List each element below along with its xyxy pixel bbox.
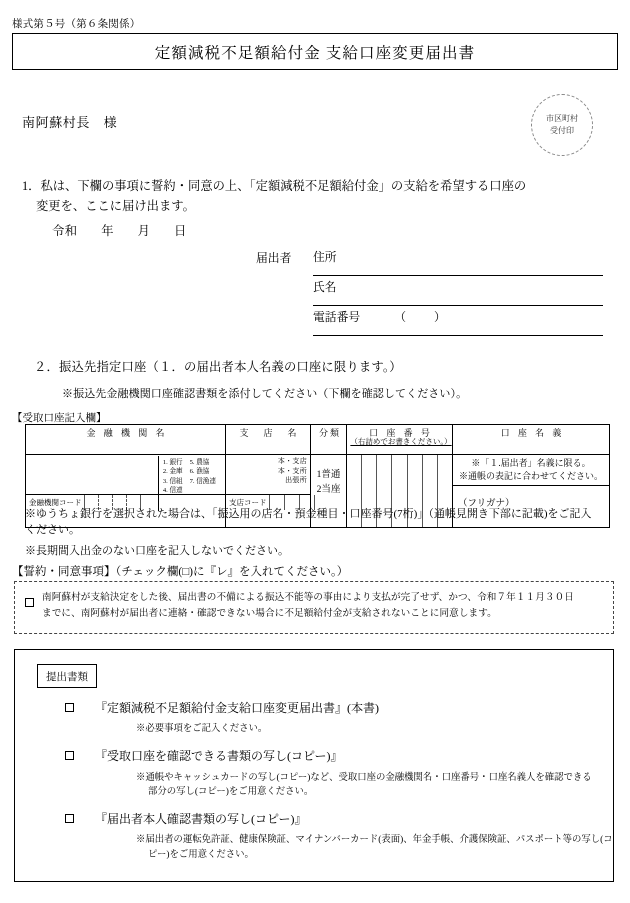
document-note-1 xyxy=(15,722,613,736)
table-header-row xyxy=(26,425,610,455)
account-table-notes xyxy=(25,506,610,563)
bank-type-column-right xyxy=(190,458,216,496)
clause-1 xyxy=(22,176,602,217)
bank-type-7: 7. 信漁連 xyxy=(189,477,216,485)
pledge-box xyxy=(14,581,614,634)
header-account-number-sub: （右詰めでお書きください。） xyxy=(350,437,452,446)
table-note-2-main: ※長期間入出金のない口座を記入しないでください。 xyxy=(25,544,289,557)
class-option-futsuu[interactable]: 1普通 xyxy=(316,470,341,480)
documents-tag: 提出書類 xyxy=(37,664,97,688)
document-note-2-main: ※通帳やキャッシュカードの写し(コピー)など、受取口座の金融機関名・口座番号・口座名義人を確認できる xyxy=(136,772,592,783)
bank-code-label: 金融機関コード xyxy=(29,498,82,507)
bank-type-4: 4. 信連 xyxy=(162,487,183,495)
clause-1-line-1: 私は、下欄の事項に誓約・同意の上、「定額減税不足額給付金」の支給を希望する口座の xyxy=(40,179,527,193)
document-title-2: 『受取口座を確認できる書類の写し(コピー)』 xyxy=(95,749,343,764)
clause-1-number: 1． xyxy=(22,179,41,193)
pledge-caption: 【誓約・同意事項】（チェック欄(□)に『レ』を入れてください。） xyxy=(12,566,349,578)
form-number: 様式第５号（第６条関係） xyxy=(12,19,141,30)
branch-code-label: 支店コード xyxy=(229,498,267,507)
header-class: 分類 xyxy=(311,425,347,455)
document-checkbox-1[interactable] xyxy=(65,703,74,712)
pledge-line-2: までに、南阿蘇村が届出者に連絡・確認できない場合に不足額給付金が支給されないことに同意します。 xyxy=(42,607,497,619)
holder-furigana-label[interactable]: （フリガナ） xyxy=(458,499,515,509)
year-unit: 年 xyxy=(101,224,114,238)
account-table-caption: 【受取口座記入欄】 xyxy=(12,413,107,424)
table-note-2 xyxy=(25,543,610,559)
page-title: 定額減税不足額給付金 支給口座変更届出書 xyxy=(154,44,476,62)
document-note-3 xyxy=(15,833,613,862)
branch-kind-3: 出張所 xyxy=(285,476,307,485)
table-note-1-main: ※ゆうちょ銀行を選択された場合は、「振込用の店名・預金種目・口座番号(7桁)」（通帳見開き下部に記載)をご記入 xyxy=(25,508,592,520)
clause-2-heading: ２．振込先指定口座（１．の届出者本人名義の口座に限ります。） xyxy=(34,360,402,374)
stamp-line-1: 市区町村 xyxy=(546,114,578,124)
form-title-box xyxy=(12,33,618,70)
phone-paren-close: ） xyxy=(434,310,446,324)
phone-paren-open: （ xyxy=(394,310,435,324)
branch-kind-2: 本・支所 xyxy=(277,466,307,475)
applicant-fields xyxy=(313,246,603,336)
date-entry-line xyxy=(52,221,187,239)
address-label: 住所 xyxy=(313,250,337,264)
applicant-name-row[interactable] xyxy=(313,276,603,306)
header-holder: 口 座 名 義 xyxy=(453,425,610,455)
month-unit: 月 xyxy=(137,224,151,238)
required-documents-box xyxy=(14,649,614,882)
holder-notes xyxy=(453,455,609,486)
applicant-label: 届出者 xyxy=(256,251,292,265)
branch-kind-legend xyxy=(278,457,307,486)
bank-type-1: 1. 銀行 xyxy=(162,459,183,466)
documents-list xyxy=(15,700,613,864)
pledge-checkbox[interactable] xyxy=(25,598,34,607)
bank-type-6: 6. 漁協 xyxy=(189,468,210,476)
phone-label: 電話番号 xyxy=(313,310,361,324)
table-note-1-cont: ください。 xyxy=(25,524,80,537)
day-unit: 日 xyxy=(173,224,187,238)
name-label: 氏名 xyxy=(313,280,337,294)
header-bank-name: 金 融 機 関 名 xyxy=(26,425,226,455)
clause-2-note: ※振込先金融機関口座確認書類を添付してください（下欄を確認してください）。 xyxy=(62,388,468,400)
table-note-1 xyxy=(25,506,610,539)
document-note-1-main: ※必要事項をご記入ください。 xyxy=(136,724,268,735)
header-account-number-text: 口 座 番 号 xyxy=(369,428,433,438)
header-branch-name: 支 店 名 xyxy=(226,425,311,455)
era-label: 令和 xyxy=(52,224,78,238)
pledge-text xyxy=(42,590,574,621)
bank-type-column-left xyxy=(163,458,183,496)
applicant-address-row[interactable] xyxy=(313,246,603,276)
header-account-number xyxy=(347,425,453,455)
holder-note-2: ※通帳の表記に合わせてください。 xyxy=(458,470,603,481)
document-title-3: 『届出者本人確認書類の写し(コピー)』 xyxy=(95,812,307,827)
document-note-3-main: ※届出者の運転免許証、健康保険証、マイナンバーカード(表面)、年金手帳、介護保険証、パスポート等の写し(コ xyxy=(136,835,613,846)
document-item xyxy=(15,700,613,736)
document-note-2-cont: 部分の写し(コピー)をご用意ください。 xyxy=(148,786,314,797)
class-option-touza[interactable]: 2当座 xyxy=(316,485,341,495)
branch-kind-1: 本・支店 xyxy=(277,457,307,465)
bank-type-5: 5. 農協 xyxy=(189,459,210,466)
bank-type-3: 3. 信組 xyxy=(162,477,183,485)
bank-type-2: 2. 金庫 xyxy=(162,468,183,476)
document-item xyxy=(15,748,613,799)
document-note-3-cont: ピー)をご用意ください。 xyxy=(148,849,254,860)
document-item xyxy=(15,811,613,862)
applicant-phone-row[interactable] xyxy=(313,306,603,336)
clause-1-line-2: 変更を、ここに届け出ます。 xyxy=(36,199,195,214)
stamp-line-2: 受付印 xyxy=(550,126,574,135)
holder-note-1: ※「１.届出者」名義に限る。 xyxy=(471,458,591,468)
pledge-line-1: 南阿蘇村が支給決定をした後、届出書の不備による振込不能等の事由により支払が完了せず、かつ、令和７年１１月３０日 xyxy=(42,592,575,603)
addressee: 南阿蘇村長 様 xyxy=(22,115,118,130)
document-note-2 xyxy=(15,771,613,800)
document-checkbox-2[interactable] xyxy=(65,751,74,760)
receipt-stamp-circle xyxy=(531,94,593,156)
document-checkbox-3[interactable] xyxy=(65,814,74,823)
document-title-1: 『定額減税不足額給付金支給口座変更届出書』(本書) xyxy=(95,701,379,715)
